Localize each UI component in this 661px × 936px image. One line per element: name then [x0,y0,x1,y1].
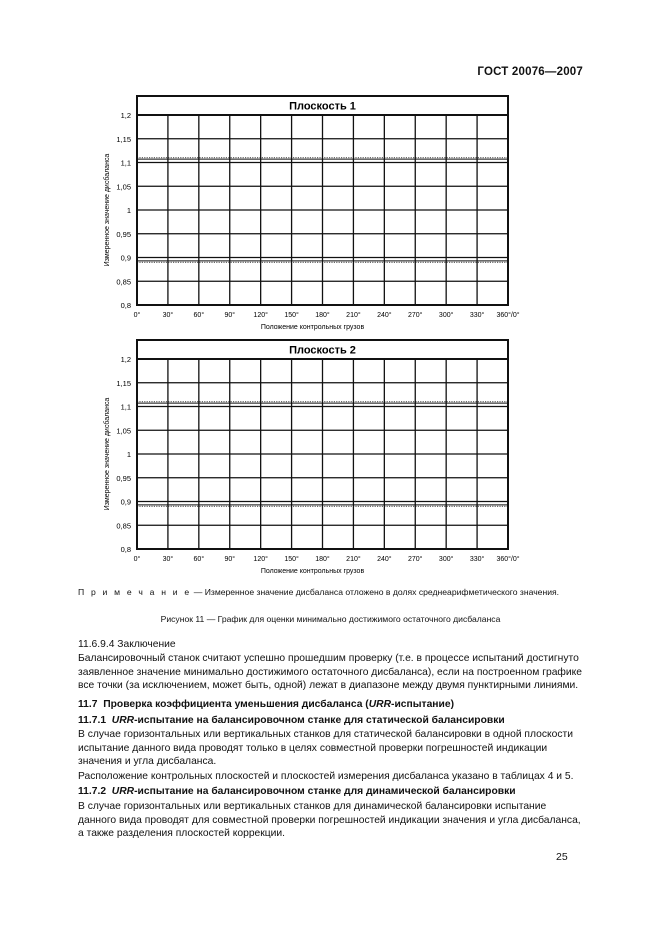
section-11694-text: Балансировочный станок считают успешно прошедшим проверку (т.е. в процессе испытаний достигнуто заявленное значение минимально достижимого остаточного дисбаланса), если на построенном графике все точки (за исключением, может быть, одной) лежат в диапазоне между двумя пунктирными линиями. [78,653,582,692]
section-1172-urr: URR [111,786,135,797]
y-tick-label: 1,1 [120,402,131,412]
y-tick-label: 0,9 [120,497,131,507]
section-1171-heading [78,714,584,728]
section-117-heading [78,698,584,712]
section-1171-text-2: Расположение контрольных плоскостей и плоскостей измерения дисбаланса указано в таблицах 4 и 5. [78,771,574,782]
page-number: 25 [556,851,568,863]
figure-caption: Рисунок 11 — График для оценки минимально достижимого остаточного дисбаланса [160,614,501,624]
x-tick-label: 330° [469,312,485,319]
chart-title: Плоскость 2 [289,344,356,357]
section-1172-title: -испытание на балансировочном станке для динамической балансировки [134,786,516,797]
x-tick-label: 330° [469,556,485,563]
x-tick-label: 60° [193,312,205,319]
note-text: — Измеренное значение дисбаланса отложено в долях среднеарифметического значения. [191,587,560,597]
y-tick-label: 0,85 [116,521,131,531]
x-tick-label: 180° [315,556,330,563]
x-axis-label: Положение контрольных грузов [260,324,365,331]
x-tick-label: 150° [284,556,299,563]
y-tick-label: 1,05 [116,182,131,192]
x-tick-label: 360°/0° [496,312,520,319]
section-1172-heading [78,785,584,799]
x-tick-label: 240° [377,556,392,563]
x-tick-label: 210° [346,312,361,319]
chart-plane-1 [98,92,548,337]
x-tick-label: 60° [193,556,205,563]
y-tick-label: 0,95 [116,229,131,239]
y-axis-label: Измеренное значение дисбаланса [104,153,111,267]
x-tick-label: 120° [253,312,268,319]
y-tick-label: 1,2 [120,355,131,364]
x-axis-label: Положение контрольных грузов [260,568,365,575]
chart-plane-2 [98,336,548,581]
section-1171-number: 11.7.1 [78,715,107,726]
x-tick-label: 210° [346,556,361,563]
x-tick-label: 30° [162,312,174,319]
y-tick-label: 1,15 [116,378,131,388]
chart-svg-plane-2 [98,336,548,581]
y-tick-label: 1 [126,450,131,459]
y-tick-label: 1 [126,206,131,215]
section-117-number: 11.7 [78,699,98,710]
section-1172-text: В случае горизонтальных или вертикальных станков для динамической балансировки испытание данного вида проводят для совместной проверки погрешностей индикации значения и угла дисбаланса, а также разделения плоскостей коррекции. [78,801,581,840]
section-1171-urr: URR [111,715,135,726]
x-tick-label: 270° [408,556,423,563]
figure-note [78,585,584,599]
y-tick-label: 0,95 [116,473,131,483]
x-tick-label: 0° [133,556,141,563]
section-117-title-c: -испытание) [391,699,455,710]
x-tick-label: 120° [253,556,268,563]
section-11694-title: 11.6.9.4 Заключение [78,639,176,650]
document-header: ГОСТ 20076—2007 [477,66,583,78]
section-117-title-urr: URR [368,699,392,710]
x-tick-label: 30° [162,556,174,563]
x-tick-label: 180° [315,312,330,319]
x-tick-label: 300° [438,312,454,319]
y-tick-label: 1,05 [116,426,131,436]
x-tick-label: 270° [408,312,423,319]
chart-title: Плоскость 1 [289,100,356,113]
y-tick-label: 1,15 [116,134,131,144]
section-1171-text: В случае горизонтальных или вертикальных станков для статической балансировки в одной плоскости испытание данного вида проводят только в целях совместной проверки погрешностей индикации значения и угла дисбаланса. [78,729,573,768]
y-tick-label: 0,8 [120,301,131,310]
section-1172-number: 11.7.2 [78,786,107,797]
y-tick-label: 0,8 [120,545,131,554]
section-1171-title: -испытание на балансировочном станке для статической балансировки [134,715,505,726]
x-tick-label: 240° [377,312,392,319]
x-tick-label: 300° [438,556,454,563]
x-tick-label: 90° [224,312,236,319]
note-prefix: П р и м е ч а н и е [78,587,192,597]
x-tick-label: 360°/0° [496,556,520,563]
x-tick-label: 150° [284,312,299,319]
y-tick-label: 0,85 [116,277,131,287]
y-tick-label: 1,2 [120,111,131,120]
x-tick-label: 90° [224,556,236,563]
section-117-title-a: Проверка коэффициента уменьшения дисбаланса ( [103,699,369,710]
y-tick-label: 0,9 [120,253,131,263]
x-tick-label: 0° [133,312,141,319]
y-axis-label: Измеренное значение дисбаланса [104,397,111,511]
chart-svg-plane-1 [98,92,548,337]
y-tick-label: 1,1 [120,158,131,168]
